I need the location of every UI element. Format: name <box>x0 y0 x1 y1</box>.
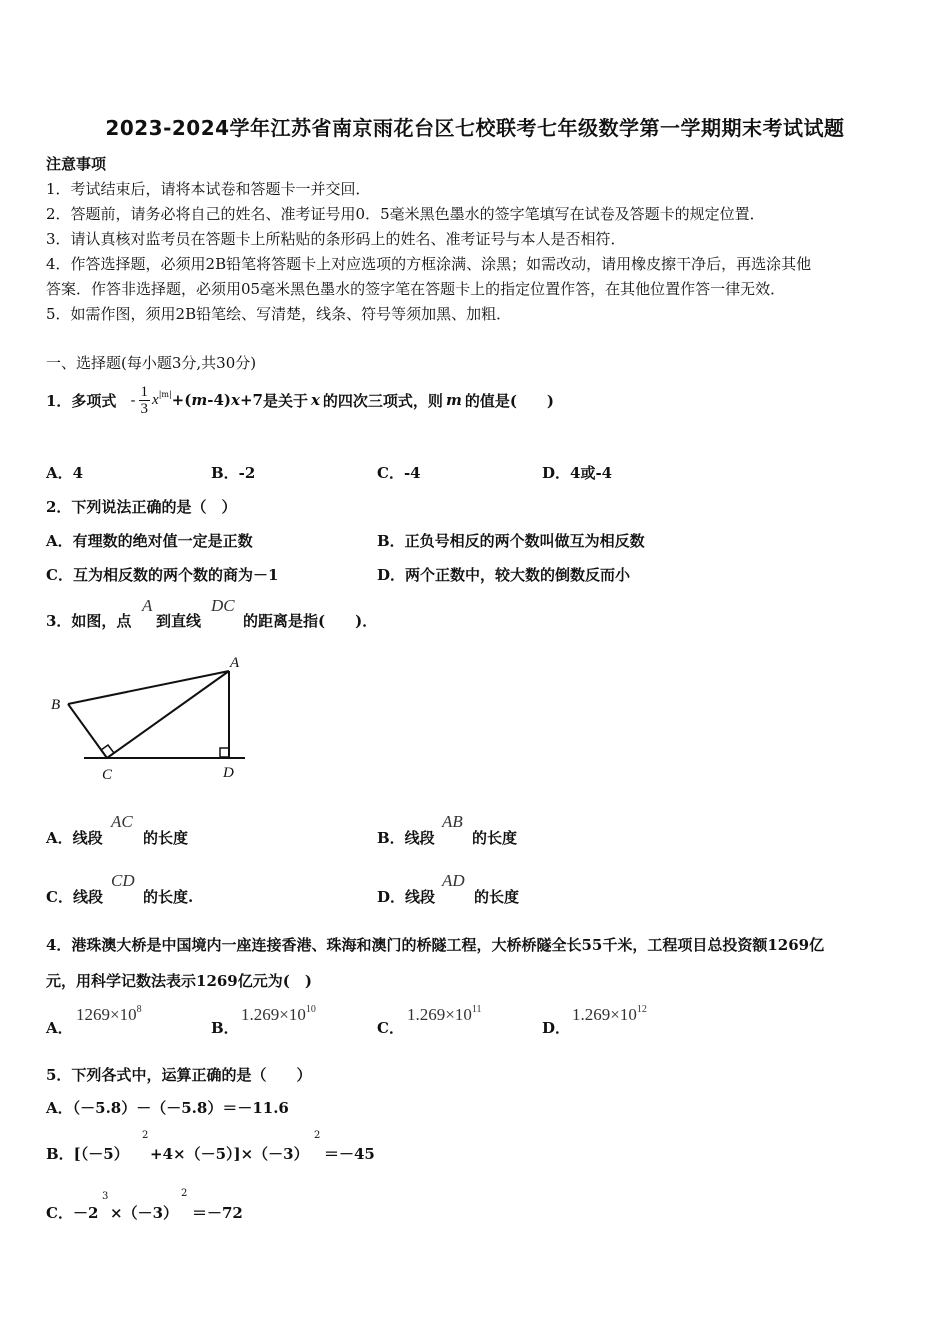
q1-option-c: C．-4 <box>377 464 421 482</box>
q1-option-b: B．-2 <box>211 464 256 482</box>
q2-option-b: B．正负号相反的两个数叫做互为相反数 <box>377 532 645 550</box>
q3-opt-d-post: 的长度 <box>474 888 520 906</box>
fig-label-b: B <box>51 697 61 713</box>
q3-stem-a: 3．如图，点 <box>46 612 132 630</box>
notice-item: 1．考试结束后，请将本试卷和答题卡一并交回． <box>46 180 371 198</box>
q5-option-b-part2: +4×（－5）]×（－3） <box>150 1145 309 1163</box>
q1-var-x2: x <box>230 391 240 409</box>
q3-opt-c-pre: C．线段 <box>46 888 103 906</box>
q4-option-c-value <box>407 1005 481 1025</box>
q4-b-base: 1.269×10 <box>241 1005 306 1024</box>
q3-var-dc: DC <box>211 596 235 615</box>
q3-stem-b: 到直线 <box>156 612 202 630</box>
q1-mid: 是关于 <box>262 391 308 410</box>
fig-label-a: A <box>230 655 240 671</box>
q1-var-m2: m <box>445 391 462 409</box>
question-5: 5．下列各式中，运算正确的是（ ） <box>46 1066 312 1084</box>
q4-option-b-label: B． <box>211 1019 239 1037</box>
q1-minus4: -4) <box>207 391 231 409</box>
q5-option-c-part3: ＝－72 <box>192 1204 243 1222</box>
fig-label-c: C <box>102 767 113 783</box>
q3-opt-a-post: 的长度 <box>143 829 189 847</box>
q3-var-a: A <box>142 596 153 615</box>
q4-option-b-value <box>241 1005 316 1025</box>
q4-option-a-label: A． <box>46 1019 73 1037</box>
right-angle-d <box>220 748 229 757</box>
q4-option-d-label: D． <box>542 1019 571 1037</box>
right-angle-c <box>101 745 114 758</box>
q1-minus: - <box>130 391 136 409</box>
q5-option-a: A．（－5.8）－（－5.8）＝－11.6 <box>46 1099 289 1117</box>
q3-opt-c-post: 的长度. <box>143 888 194 906</box>
q3-opt-b-post: 的长度 <box>472 829 518 847</box>
q4-a-exp: 8 <box>136 1004 142 1015</box>
q1-option-a: A．4 <box>46 464 84 482</box>
q1-var-m: m <box>191 391 208 409</box>
q3-opt-b-var: AB <box>442 812 463 831</box>
q4-b-exp: 10 <box>305 1004 316 1015</box>
q3-opt-a-var: AC <box>111 812 133 831</box>
q4-d-exp: 12 <box>636 1004 647 1015</box>
notice-item: 5．如需作图，须用2B铅笔绘、写清楚，线条、符号等须加黑、加粗． <box>46 305 512 323</box>
q3-opt-b-pre: B．线段 <box>377 829 435 847</box>
q1-option-d: D．4或-4 <box>542 464 613 482</box>
q2-option-d: D．两个正数中，较大数的倒数反而小 <box>377 566 631 584</box>
q4-option-d-value <box>572 1005 647 1025</box>
notice-item: 3．请认真核对监考员在答题卡上所粘贴的条形码上的姓名、准考证号与本人是否相符． <box>46 230 626 248</box>
q3-opt-a-pre: A．线段 <box>46 829 103 847</box>
q3-opt-d-pre: D．线段 <box>377 888 436 906</box>
q1-mid2: 的四次三项式，则 <box>322 391 443 410</box>
q2-option-a: A．有理数的绝对值一定是正数 <box>46 532 253 550</box>
q1-fraction <box>139 384 151 417</box>
q3-opt-d-var: AD <box>442 871 465 890</box>
q5-option-c-part2: ×（－3） <box>110 1204 179 1222</box>
q5-option-c-part1: C．－2 <box>46 1204 99 1222</box>
q1-var-x: x <box>152 391 159 408</box>
question-1 <box>46 378 554 422</box>
q4-option-a-value <box>76 1005 142 1025</box>
q2-option-c: C．互为相反数的两个数的商为－1 <box>46 566 279 584</box>
q1-exp: |m| <box>158 389 172 399</box>
question-2: 2．下列说法正确的是（ ） <box>46 498 237 516</box>
q4-a-base: 1269×10 <box>76 1005 137 1024</box>
q5-option-c-exp2: 2 <box>181 1188 188 1199</box>
q3-opt-c-var: CD <box>111 871 135 890</box>
q1-prefix: 1．多项式 <box>46 391 117 410</box>
fig-label-d: D <box>223 765 234 781</box>
q4-line-1: 4．港珠澳大桥是中国境内一座连接香港、珠海和澳门的桥隧工程，大桥桥隧全长55千米，工程项目总投资额1269亿 <box>46 936 825 954</box>
q1-frac-num: 1 <box>140 383 149 400</box>
q1-suffix: 的值是( ) <box>464 391 555 410</box>
q1-plus: +( <box>171 391 192 409</box>
q4-d-base: 1.269×10 <box>572 1005 637 1024</box>
q4-option-c-label: C． <box>377 1019 404 1037</box>
notice-item: 答案．作答非选择题，必须用05毫米黑色墨水的签字笔在答题卡上的指定位置作答，在其他位置作答一律无效． <box>46 280 786 298</box>
q5-option-b-part1: B．[（－5） <box>46 1145 129 1163</box>
q5-option-c-exp1: 3 <box>102 1191 109 1202</box>
q4-c-base: 1.269×10 <box>407 1005 472 1024</box>
q4-line-2: 元，用科学记数法表示1269亿元为( ) <box>46 972 312 990</box>
page-title: 2023-2024学年江苏省南京雨花台区七校联考七年级数学第一学期期末考试试题 <box>105 116 845 140</box>
q5-option-b-part3: ＝－45 <box>324 1145 375 1163</box>
q3-stem-c: 的距离是指( )． <box>243 612 378 630</box>
q5-option-b-exp1: 2 <box>142 1130 149 1141</box>
q4-c-exp: 11 <box>471 1004 482 1015</box>
q5-option-b-exp2: 2 <box>314 1130 321 1141</box>
q3-figure <box>40 648 255 786</box>
q1-frac-den: 3 <box>140 400 149 417</box>
q1-plus7: +7 <box>239 391 263 409</box>
notice-item: 4．作答选择题，必须用2B铅笔将答题卡上对应选项的方框涂满、涂黑；如需改动，请用橡皮擦干净后，再选涂其他 <box>46 255 812 273</box>
notice-heading: 注意事项 <box>46 155 107 173</box>
notice-item: 2．答题前，请务必将自己的姓名、准考证号用0．5毫米黑色墨水的签字笔填写在试卷及答题卡的规定位置． <box>46 205 765 223</box>
section-heading: 一、选择题(每小题3分,共30分) <box>46 354 257 372</box>
q1-var-x3: x <box>310 391 320 409</box>
